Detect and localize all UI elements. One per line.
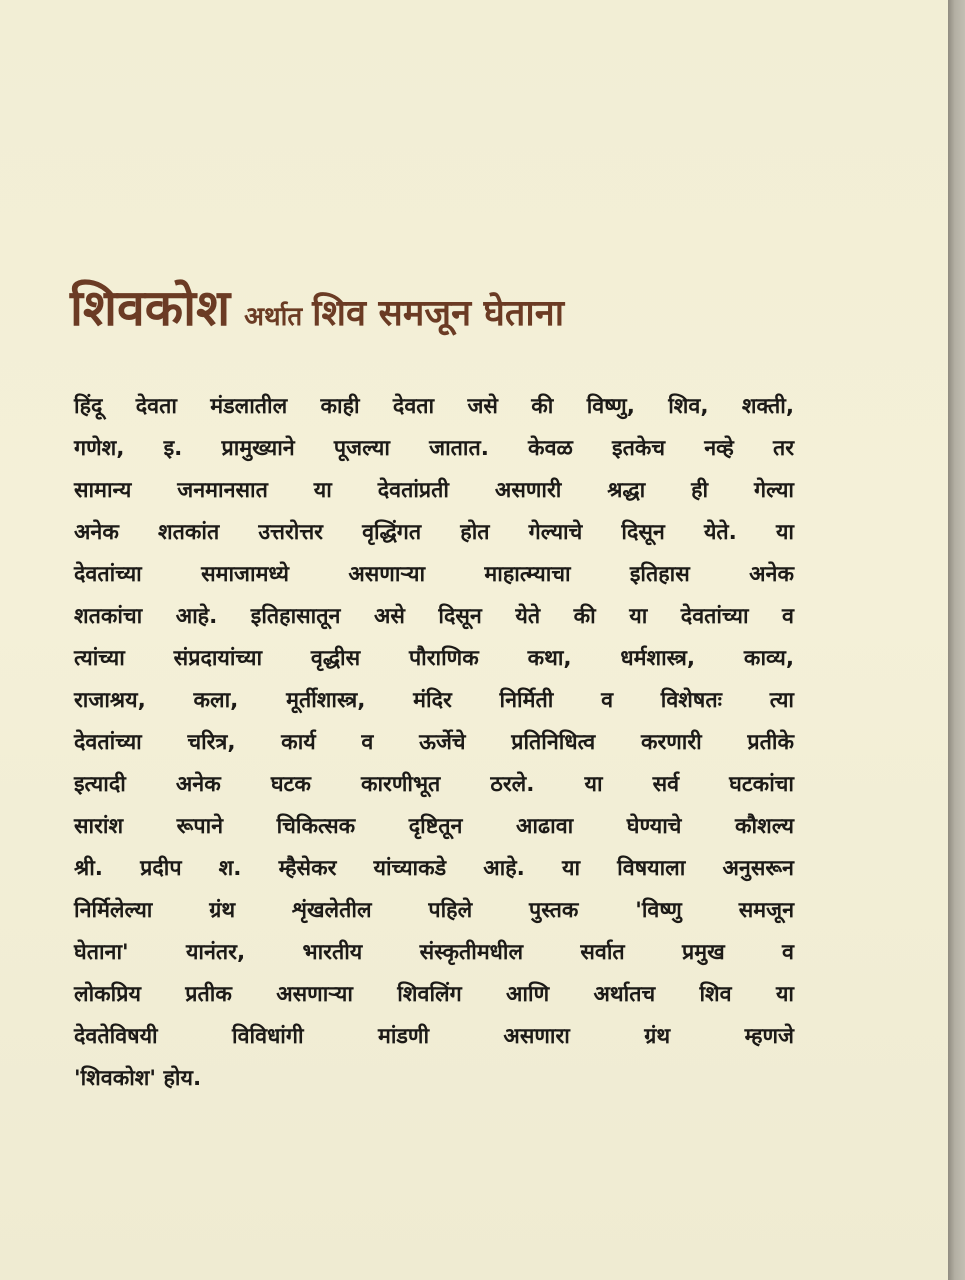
blurb-line: देवतांच्या चरित्र, कार्य व ऊर्जेचे प्रतिनिधित्व करणारी प्रतीके <box>74 730 794 755</box>
blurb-line: श्री. प्रदीप श. म्हैसेकर यांच्याकडे आहे. या विषयाला अनुसरून <box>74 856 794 881</box>
blurb-line: सामान्य जनमानसात या देवतांप्रती असणारी श्रद्धा ही गेल्या <box>74 478 794 503</box>
blurb-line: घेताना' यानंतर, भारतीय संस्कृतीमधील सर्वात प्रमुख व <box>74 940 794 965</box>
blurb-line: अनेक शतकांत उत्तरोत्तर वृद्धिंगत होत गेल्याचे दिसून येते. या <box>74 520 794 545</box>
blurb-line: देवतेविषयी विविधांगी मांडणी असणारा ग्रंथ म्हणजे <box>74 1024 794 1049</box>
blurb-line: 'शिवकोश' होय. <box>74 1066 202 1091</box>
card-edge-shadow <box>948 0 965 1280</box>
title-connector: अर्थात <box>244 302 303 332</box>
blurb-line: गणेश, इ. प्रामुख्याने पूजल्या जातात. केवळ इतकेच नव्हे तर <box>74 436 794 461</box>
blurb-text <box>74 386 794 1100</box>
blurb-line: लोकप्रिय प्रतीक असणाऱ्या शिवलिंग आणि अर्थातच शिव या <box>74 982 794 1007</box>
blurb-line: शतकांचा आहे. इतिहासातून असे दिसून येते की या देवतांच्या व <box>74 604 794 629</box>
title-subtitle: शिव समजून घेताना <box>312 293 565 334</box>
blurb-line: निर्मिलेल्या ग्रंथ शृंखलेतील पहिले पुस्तक 'विष्णु समजून <box>74 898 794 923</box>
blurb-line: राजाश्रय, कला, मूर्तीशास्त्र, मंदिर निर्मिती व विशेषतः त्या <box>74 688 794 713</box>
blurb-line: हिंदू देवता मंडलातील काही देवता जसे की विष्णु, शिव, शक्ती, <box>74 394 794 419</box>
title-main: शिवकोश <box>70 279 231 337</box>
blurb-line: देवतांच्या समाजामध्ये असणाऱ्या माहात्म्याचा इतिहास अनेक <box>74 562 794 587</box>
blurb-line: त्यांच्या संप्रदायांच्या वृद्धीस पौराणिक कथा, धर्मशास्त्र, काव्य, <box>74 646 794 671</box>
blurb-line: इत्यादी अनेक घटक कारणीभूत ठरले. या सर्व घटकांचा <box>74 772 794 797</box>
blurb-line: सारांश रूपाने चिकित्सक दृष्टितून आढावा घेण्याचे कौशल्य <box>74 814 794 839</box>
book-title <box>70 272 890 352</box>
